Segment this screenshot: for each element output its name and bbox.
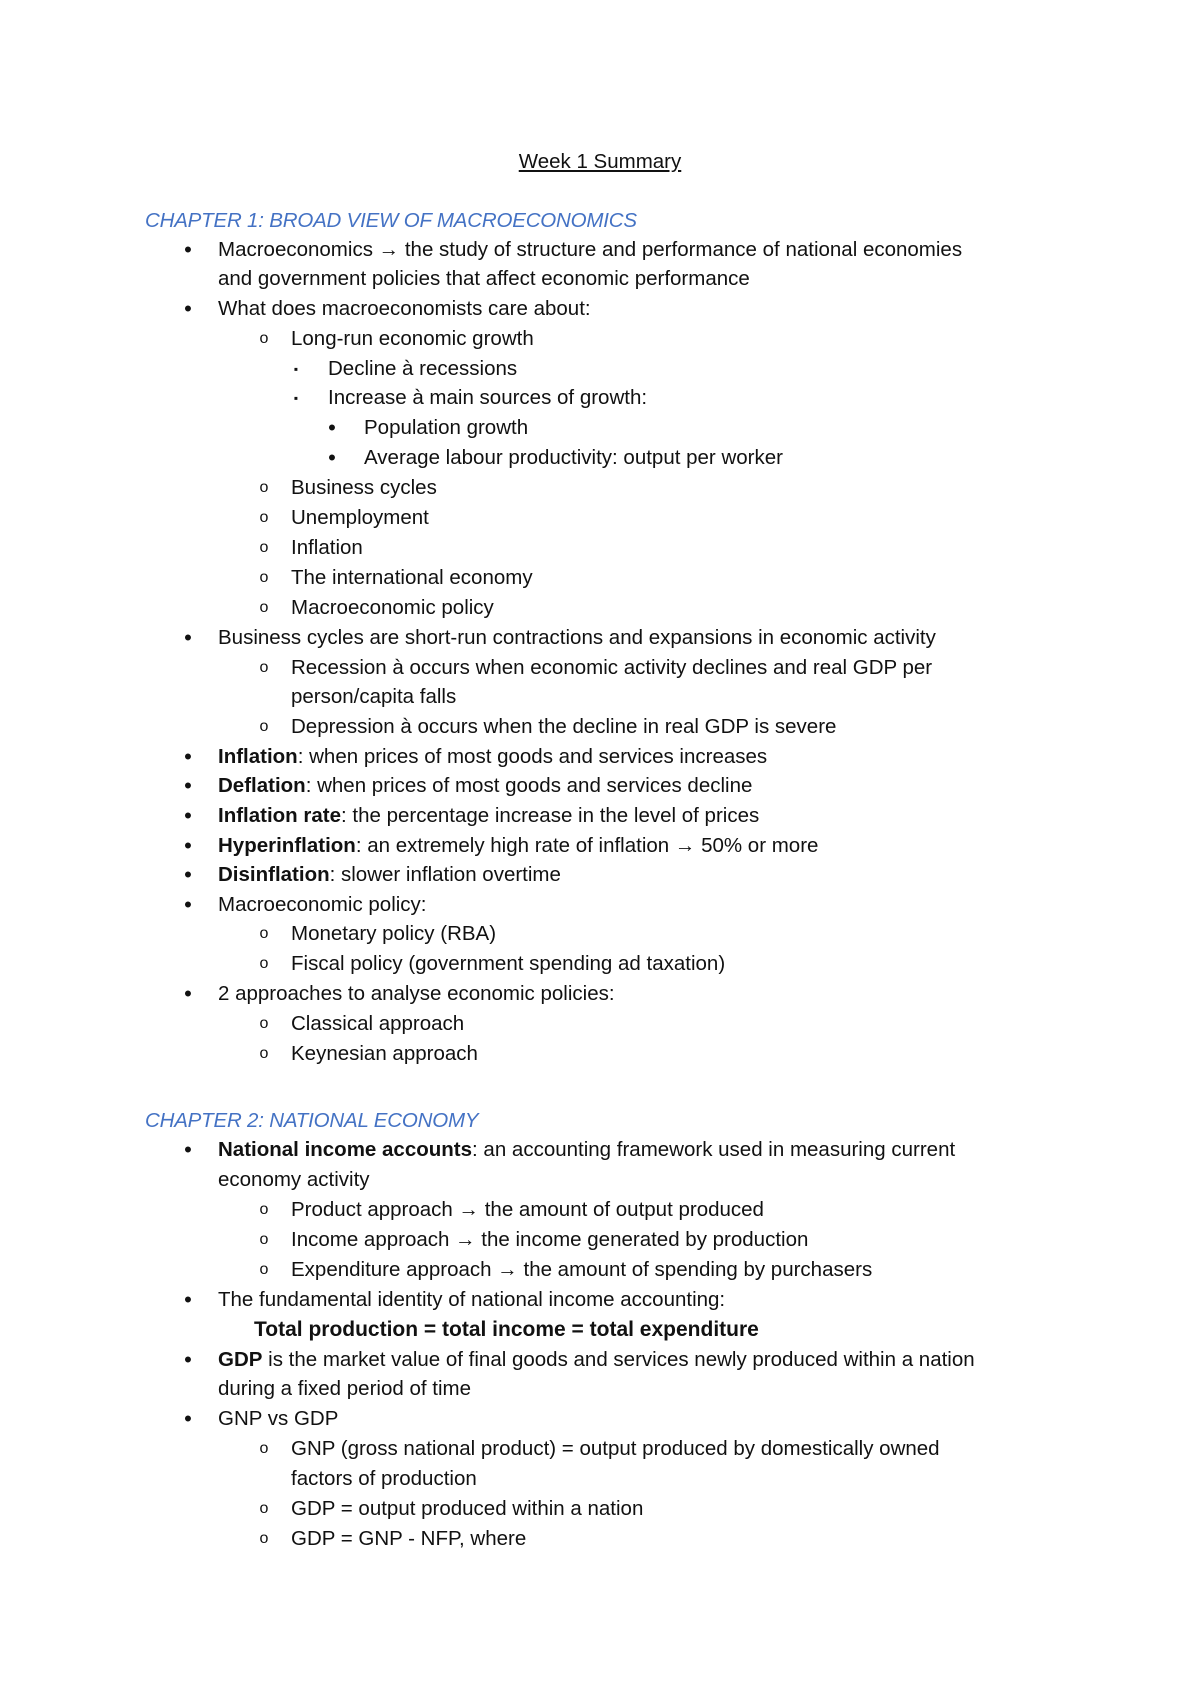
term-inflation: Inflation: when prices of most goods and services increases: [218, 745, 768, 768]
arrow-icon: →: [378, 238, 400, 261]
care-item: The international economy: [291, 566, 533, 589]
bullet-icon: •: [184, 803, 192, 828]
measurement-approach: Expenditure approach → the amount of spending by purchasers: [291, 1258, 873, 1281]
bullet-icon: •: [184, 237, 192, 262]
bullet-icon: •: [184, 1137, 192, 1162]
bullet-icon: •: [184, 296, 192, 321]
care-item: Inflation: [291, 536, 363, 559]
term-deflation: Deflation: when prices of most goods and services decline: [218, 774, 753, 797]
arrow-icon: →: [458, 1198, 480, 1221]
bullet-icon: •: [184, 773, 192, 798]
hollow-bullet-icon: o: [259, 1500, 269, 1517]
gdp-definition: GDP is the market value of final goods and services newly produced within a nation: [218, 1348, 975, 1371]
hollow-bullet-icon: o: [259, 718, 269, 735]
national-income-accounts-definition-cont: economy activity: [218, 1168, 370, 1191]
approach-item: Keynesian approach: [291, 1042, 478, 1065]
hollow-bullet-icon: o: [259, 599, 269, 616]
policy-item: Fiscal policy (government spending ad taxation): [291, 952, 726, 975]
care-intro: What does macroeconomists care about:: [218, 297, 591, 320]
square-bullet-icon: ▪: [293, 362, 299, 376]
term-hyperinflation: Hyperinflation: an extremely high rate of inflation → 50% or more: [218, 834, 819, 857]
hollow-bullet-icon: o: [259, 1201, 269, 1218]
hollow-bullet-icon: o: [259, 1530, 269, 1547]
chapter-2-heading: CHAPTER 2: NATIONAL ECONOMY: [145, 1109, 479, 1132]
identity-intro: The fundamental identity of national income accounting:: [218, 1288, 726, 1311]
growth-sub-item: Decline à recessions: [328, 357, 518, 380]
measurement-approach: Income approach → the income generated by production: [291, 1228, 809, 1251]
chapter-1-heading: CHAPTER 1: BROAD VIEW OF MACROECONOMICS: [145, 209, 637, 232]
macroeconomics-definition-cont: and government policies that affect economic performance: [218, 267, 750, 290]
gnp-definition-cont: factors of production: [291, 1467, 477, 1490]
care-item: Unemployment: [291, 506, 429, 529]
gdp-definition-cont: during a fixed period of time: [218, 1377, 471, 1400]
recession-definition: Recession à occurs when economic activity declines and real GDP per: [291, 656, 933, 679]
policy-intro: Macroeconomic policy:: [218, 893, 427, 916]
hollow-bullet-icon: o: [259, 955, 269, 972]
hollow-bullet-icon: o: [259, 659, 269, 676]
measurement-approach: Product approach → the amount of output produced: [291, 1198, 764, 1221]
approach-item: Classical approach: [291, 1012, 465, 1035]
hollow-bullet-icon: o: [259, 925, 269, 942]
policy-item: Monetary policy (RBA): [291, 922, 497, 945]
bullet-icon: •: [184, 833, 192, 858]
depression-definition: Depression à occurs when the decline in real GDP is severe: [291, 715, 837, 738]
growth-source-item: Average labour productivity: output per worker: [364, 446, 783, 469]
hollow-bullet-icon: o: [259, 569, 269, 586]
hollow-bullet-icon: o: [259, 330, 269, 347]
business-cycles-definition: Business cycles are short-run contractions and expansions in economic activity: [218, 626, 936, 649]
hollow-bullet-icon: o: [259, 1015, 269, 1032]
care-item: Business cycles: [291, 476, 437, 499]
fundamental-identity: Total production = total income = total expenditure: [254, 1318, 759, 1341]
bullet-icon: •: [328, 445, 336, 470]
bullet-icon: •: [184, 1406, 192, 1431]
hollow-bullet-icon: o: [259, 1440, 269, 1457]
bullet-icon: •: [184, 625, 192, 650]
arrow-icon: →: [455, 1228, 476, 1251]
bullet-icon: •: [184, 1347, 192, 1372]
term-inflation-rate: Inflation rate: the percentage increase in the level of prices: [218, 804, 760, 827]
bullet-icon: •: [184, 892, 192, 917]
hollow-bullet-icon: o: [259, 1261, 269, 1278]
bullet-icon: •: [184, 1287, 192, 1312]
gdp-within-nation: GDP = output produced within a nation: [291, 1497, 644, 1520]
hollow-bullet-icon: o: [259, 1231, 269, 1248]
national-income-accounts-definition: National income accounts: an accounting framework used in measuring current: [218, 1138, 956, 1161]
arrow-icon: →: [497, 1258, 518, 1281]
hollow-bullet-icon: o: [259, 1045, 269, 1062]
gnp-vs-gdp: GNP vs GDP: [218, 1407, 339, 1430]
square-bullet-icon: ▪: [293, 391, 299, 405]
recession-definition-cont: person/capita falls: [291, 685, 457, 708]
care-item: Long-run economic growth: [291, 327, 534, 350]
hollow-bullet-icon: o: [259, 509, 269, 526]
arrow-icon: →: [674, 834, 696, 857]
bullet-icon: •: [328, 415, 336, 440]
bullet-icon: •: [184, 744, 192, 769]
term-disinflation: Disinflation: slower inflation overtime: [218, 863, 561, 886]
approaches-intro: 2 approaches to analyse economic policies:: [218, 982, 615, 1005]
gdp-formula: GDP = GNP - NFP, where: [291, 1527, 527, 1550]
macroeconomics-definition: Macroeconomics → the study of structure and performance of national economies: [218, 238, 963, 261]
bullet-icon: •: [184, 862, 192, 887]
hollow-bullet-icon: o: [259, 539, 269, 556]
care-item: Macroeconomic policy: [291, 596, 494, 619]
growth-sub-item: Increase à main sources of growth:: [328, 386, 648, 409]
growth-source-item: Population growth: [364, 416, 529, 439]
gnp-definition: GNP (gross national product) = output produced by domestically owned: [291, 1437, 940, 1460]
bullet-icon: •: [184, 981, 192, 1006]
page-title: Week 1 Summary: [518, 150, 682, 173]
hollow-bullet-icon: o: [259, 479, 269, 496]
